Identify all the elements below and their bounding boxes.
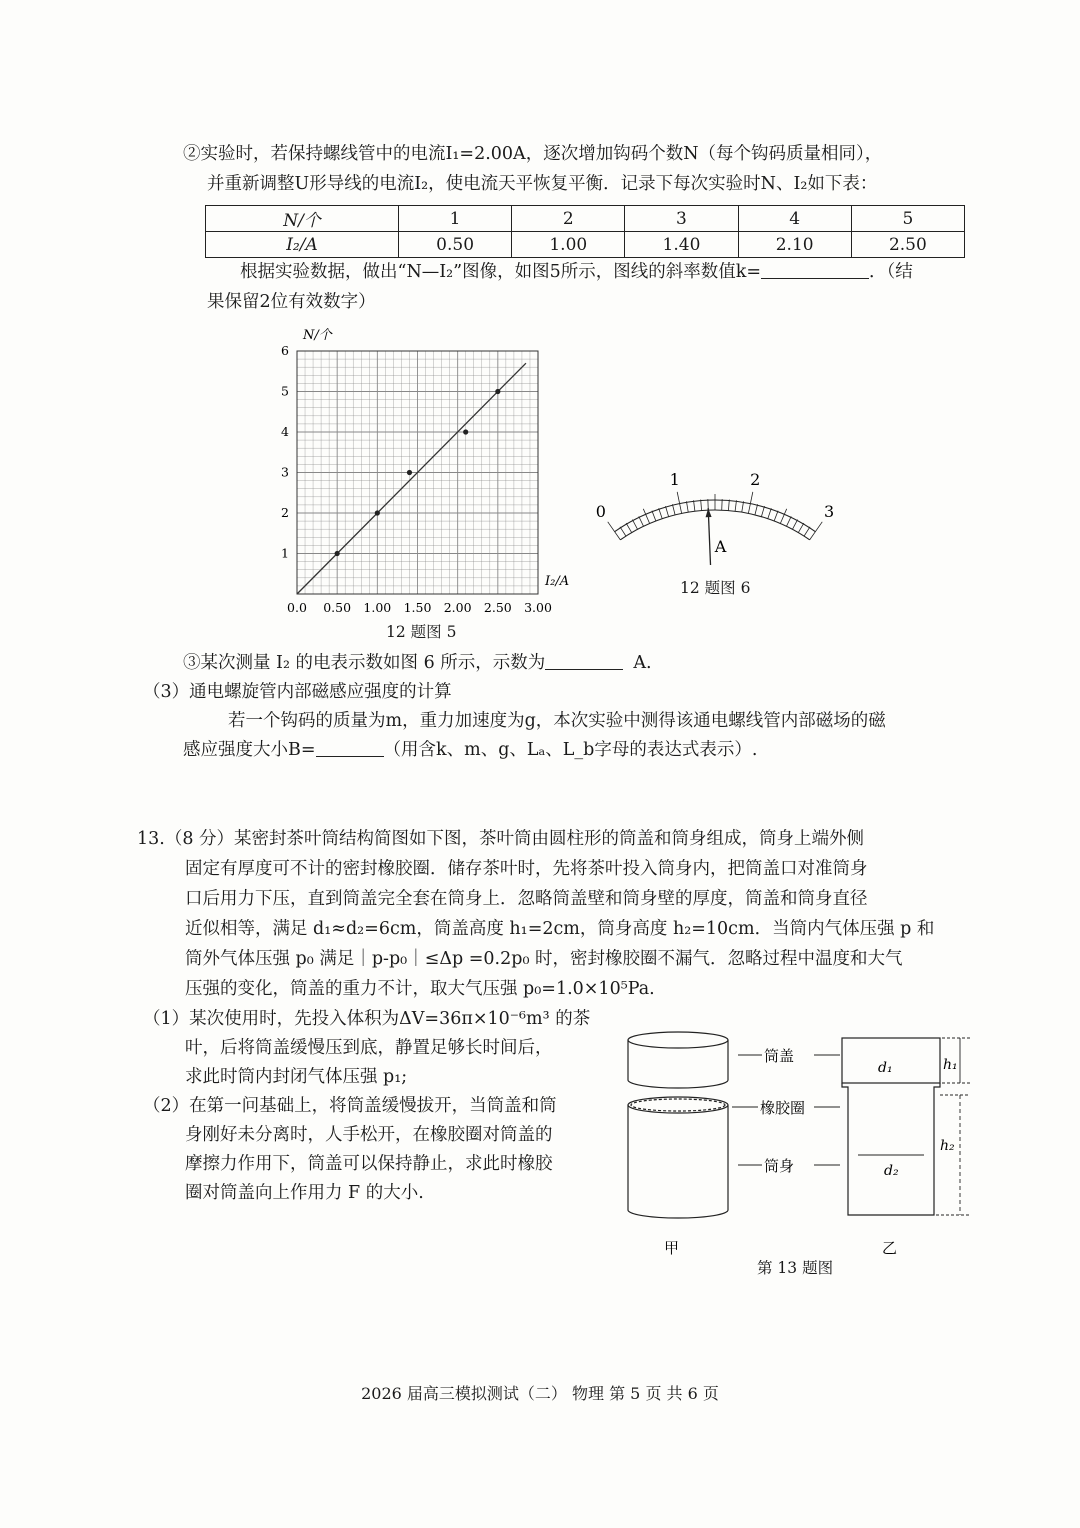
slope-question-line2: 果保留2位有效数字） [207, 292, 376, 312]
q13-line5: 筒外气体压强 p₀ 满足｜p-p₀｜≤Δp =0.2p₀ 时，密封橡胶圈不漏气．忽略过程中温度和大气 [185, 949, 903, 969]
q13-line2: 固定有厚度可不计的密封橡胶圈．储存茶叶时，先将茶叶投入筒身内，把筒盖口对准筒身 [185, 859, 868, 879]
q12-step3 [183, 655, 652, 673]
data-point [407, 470, 412, 475]
slope-text-tail: ．（结 [869, 262, 913, 282]
page-footer: 2026 届高三模拟测试（二） 物理 第 5 页 共 6 页 [361, 1384, 719, 1403]
x-tick-label: 1.00 [363, 600, 392, 615]
table-header-n: N/个 [206, 206, 399, 232]
table-cell: 2.10 [738, 232, 851, 258]
table-row [206, 206, 965, 232]
meter-tick [735, 500, 736, 511]
q13-fig-caption: 第 13 题图 [757, 1259, 834, 1277]
chart-ticks [281, 343, 552, 615]
table-cell: 2.50 [851, 232, 964, 258]
meter-tick [686, 501, 688, 512]
slope-question [240, 264, 913, 282]
meter-tick [804, 527, 810, 536]
meter-tick [666, 506, 669, 517]
table-cell: 4 [738, 206, 851, 232]
q13-sub2-line3: 摩擦力作用下，筒盖可以保持静止，求此时橡胶 [185, 1154, 553, 1174]
meter-tick [810, 522, 823, 540]
y-tick-label: 4 [281, 424, 289, 439]
data-point [463, 429, 468, 434]
x-tick-label: 2.00 [443, 600, 472, 615]
fig6-caption: 12 题图 6 [680, 579, 751, 597]
table-cell: 1.00 [512, 232, 625, 258]
meter-tick [728, 500, 729, 511]
q13-sub2-line1: （2）在第一问基础上，将筒盖缓慢拔开，当筒盖和筒 [143, 1096, 557, 1116]
meter-tick [632, 520, 637, 530]
table-cell: 1 [399, 206, 512, 232]
meter-reading-blank[interactable] [545, 655, 623, 670]
data-table [205, 205, 965, 258]
x-tick-label: 1.50 [403, 600, 432, 615]
x-tick-label: 3.00 [524, 600, 552, 615]
part3-title: （3）通电螺旋管内部磁感应强度的计算 [143, 682, 452, 702]
part3-text: 感应强度大小B= [183, 740, 316, 760]
q13-line6: 压强的变化，筒盖的重力不计，取大气压强 p₀=1.0×10⁵Pa. [185, 979, 655, 999]
label-jia: 甲 [664, 1239, 680, 1257]
q13-sub1-line3: 求此时筒内封闭气体压强 p₁; [185, 1067, 408, 1087]
body-3d [628, 1097, 728, 1218]
label-d1: d₁ [878, 1060, 893, 1076]
q12-step2-line2: 并重新调整U形导线的电流I₂，使电流天平恢复平衡．记录下每次实验时N、I₂如下表： [207, 174, 878, 194]
part3-text-tail: （用含k、m、g、Lₐ、L_b字母的表达式表示）. [383, 740, 758, 760]
table-cell: 0.50 [399, 232, 512, 258]
table-cell: 2 [512, 206, 625, 232]
meter-scale-label: 0 [595, 501, 606, 521]
x-tick-label: 0.0 [287, 600, 307, 615]
q12-step2-line1: ②实验时，若保持螺线管中的电流I₁=2.00A，逐次增加钩码个数N（每个钩码质量相同）， [183, 144, 883, 164]
meter-tick [659, 508, 663, 518]
part3-line1: 若一个钩码的质量为m，重力加速度为g，本次实验中测得该通电螺线管内部磁场的磁 [228, 711, 886, 731]
q13-sub1-line1: （1）某次使用时，先投入体积为ΔV=36π×10⁻⁶m³ 的茶 [143, 1009, 591, 1029]
table-cell: 3 [625, 206, 738, 232]
meter-tick [774, 511, 778, 521]
meter-tick [643, 509, 649, 524]
meter-tick [608, 522, 621, 540]
fig5-caption: 12 题图 5 [386, 623, 457, 641]
part3-line2 [183, 742, 757, 760]
meter-tick [672, 504, 675, 515]
meter-unit-label: A [714, 537, 727, 557]
ammeter-dial [590, 445, 840, 565]
meter-scale-label: 1 [669, 470, 680, 490]
meter-tick [755, 504, 758, 515]
x-tick-label: 0.50 [323, 600, 352, 615]
data-point [495, 389, 500, 394]
meter-tick [768, 508, 772, 518]
step3-unit: A. [633, 653, 652, 673]
meter-tick [798, 523, 804, 532]
meter-tick [626, 523, 632, 532]
q13-sub2-line4: 圈对筒盖向上作用力 F 的大小. [185, 1183, 424, 1203]
x-tick-label: 2.50 [483, 600, 512, 615]
table-row [206, 232, 965, 258]
label-body: 筒身 [764, 1157, 795, 1175]
q13-sub1-line2: 叶，后将筒盖缓慢压到底，静置足够长时间后， [185, 1038, 553, 1058]
q13-line3: 口后用力下压，直到筒盖完全套在筒身上．忽略筒盖壁和筒身壁的厚度，筒盖和筒身直径 [185, 889, 868, 909]
label-d2: d₂ [884, 1163, 899, 1179]
meter-tick [694, 500, 695, 511]
label-h1: h₁ [943, 1057, 958, 1073]
meter-tick [742, 501, 744, 512]
fit-line [297, 363, 526, 594]
lid-3d [628, 1032, 728, 1088]
meter-tick [701, 500, 702, 511]
step3-text: ③某次测量 I₂ 的电表示数如图 6 所示，示数为 [183, 653, 546, 673]
label-h2: h₂ [940, 1138, 955, 1154]
table-cell: 5 [851, 206, 964, 232]
y-tick-label: 3 [281, 464, 289, 480]
slope-answer-blank[interactable] [761, 264, 869, 279]
meter-tick [652, 511, 656, 521]
y-tick-label: 6 [281, 343, 289, 358]
table-cell: 1.40 [625, 232, 738, 258]
data-point [335, 551, 340, 556]
data-point [375, 510, 380, 515]
q13-line1: 13.（8 分）某密封茶叶筒结构简图如下图，茶叶筒由圆柱形的筒盖和筒身组成，筒身上端外侧 [137, 829, 865, 849]
meter-scale-label: 2 [750, 470, 761, 490]
meter-tick [780, 509, 786, 524]
y-tick-label: 5 [281, 383, 289, 399]
meter-scale-label: 3 [824, 501, 835, 521]
meter-tick [620, 527, 626, 536]
slope-text: 根据实验数据，做出“N—I₂”图像，如图5所示，图线的斜率数值k= [240, 262, 762, 282]
meter-tick [639, 516, 644, 526]
label-lid: 筒盖 [764, 1047, 795, 1065]
q13-line4: 近似相等，满足 d₁≈d₂=6cm，筒盖高度 h₁=2cm，筒身高度 h₂=10cm．当筒内气体压强 p 和 [185, 919, 935, 939]
label-ring: 橡胶圈 [760, 1099, 806, 1117]
x-axis-label: I₂/A [545, 574, 570, 589]
y-tick-label: 2 [281, 505, 289, 520]
meter-tick [786, 516, 791, 526]
y-tick-label: 1 [281, 545, 289, 561]
label-yi: 乙 [882, 1239, 898, 1257]
b-answer-blank[interactable] [316, 742, 384, 757]
meter-tick [761, 506, 764, 517]
q13-sub2-line2: 身刚好未分离时，人手松开，在橡胶圈对筒盖的 [185, 1125, 553, 1145]
y-axis-label: N/个 [303, 328, 332, 343]
tea-canister-figure [620, 1025, 980, 1275]
table-header-i2: I₂/A [206, 232, 399, 258]
n-i2-chart [270, 318, 580, 618]
meter-scale [608, 492, 823, 540]
meter-arc-inner [620, 510, 809, 540]
meter-tick [792, 520, 797, 530]
